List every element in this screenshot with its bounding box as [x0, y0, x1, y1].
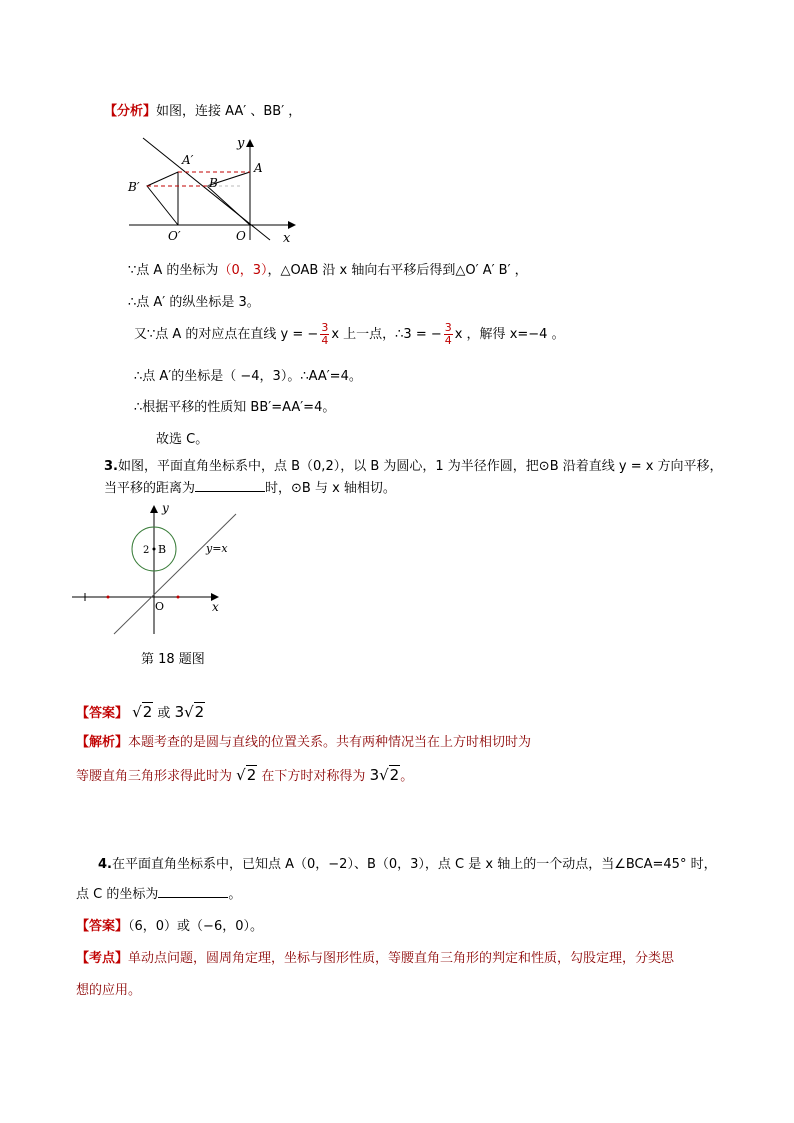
figure-caption: 第 18 题图 [141, 652, 205, 667]
label-y: y [237, 136, 245, 151]
fraction-3-4-b: $\frac{3}{4}$ [444, 321, 452, 347]
q4-number: 4. [98, 857, 112, 872]
q3-line-2: 当平移的距离为 时，⊙B 与 x 轴相切。 [104, 481, 396, 496]
label-O-prime: O′ [168, 229, 181, 243]
analysis-line-4: ∴点 A′的坐标是（ −4，3）。∴AA′=4。 [134, 369, 362, 384]
analysis-tag: 【分析】 [104, 104, 157, 119]
center-B-dot [153, 548, 156, 551]
q3-number: 3. [104, 459, 118, 474]
q4-keypoint-line-2: 想的应用。 [76, 983, 142, 998]
q3-answer-blank [195, 479, 265, 492]
label-A-prime: A′ [182, 153, 194, 167]
answer-sqrt2: √2 [132, 703, 153, 721]
q3-answer: 【答案】 √2 或 3√2 [76, 703, 205, 721]
tick-neg1 [107, 596, 110, 599]
analysis-line-5: ∴根据平移的性质知 BB′=AA′=4。 [134, 400, 336, 415]
q3-explanation-line-1: 【解析】本题考查的是圆与直线的位置关系。共有两种情况当在上方时相切时为 [76, 735, 532, 750]
label-O-2: O [155, 600, 165, 613]
label-A: A [254, 161, 263, 175]
q4-line-1: 4.在平面直角坐标系中，已知点 A（0，−2）、B（0，3），点 C 是 x 轴上的一个动点，当∠BCA=45° 时， [98, 857, 717, 872]
q4-line-2: 点 C 的坐标为 。 [76, 887, 242, 902]
label-y-eq-x: y=x [206, 542, 228, 555]
translation-figure [125, 128, 300, 248]
label-B-2: B [158, 543, 167, 556]
label-y-2: y [162, 501, 169, 515]
label-2: 2 [143, 545, 150, 556]
label-x: x [283, 231, 291, 246]
q4-answer: 【答案】（6，0）或（−6，0）。 [76, 919, 263, 934]
q4-keypoint-line-1: 【考点】单动点问题，圆周角定理，坐标与图形性质，等腰直角三角形的判定和性质，勾股定理，分类思 [76, 951, 675, 966]
label-B-prime: B′ [128, 180, 140, 194]
q3-explanation-line-2: 等腰直角三角形求得此时为 √2 在下方时对称得为 3√2。 [76, 766, 414, 784]
analysis-line-1: ∵点 A 的坐标为（0，3），△OAB 沿 x 轴向右平移后得到△O′ A′ B′ ， [128, 263, 528, 278]
q3-line-1: 3.如图，平面直角坐标系中，点 B（0,2），以 B 为圆心，1 为半径作圆，把⊙B 沿着直线 y = x 方向平移， [104, 459, 723, 474]
analysis-line-2: ∴点 A′ 的纵坐标是 3。 [128, 295, 260, 310]
exp-sqrt2: √2 [236, 766, 257, 784]
analysis-intro-line [104, 103, 301, 121]
exp-3sqrt2: 3√2 [369, 766, 400, 784]
circle-figure [70, 500, 240, 640]
label-x-2: x [212, 600, 219, 614]
line-y-eq-x [114, 514, 236, 634]
answer-3sqrt2: 3√2 [174, 703, 205, 721]
analysis-choice: 故选 C。 [156, 432, 209, 447]
q4-answer-blank [158, 885, 228, 898]
analysis-intro: 如图，连接 AA′ 、BB′ ， [156, 104, 302, 119]
label-O: O [236, 229, 246, 243]
fraction-3-4: $\frac{3}{4}$ [321, 321, 329, 347]
triangle-OAB-prime [147, 172, 178, 225]
label-B: B [209, 176, 218, 190]
analysis-line-3: 又∵点 A 的对应点在直线 y = − $\frac{3}{4}$ x 上一点，∴3 = − $\frac{3}{4}$ x ，解得 x=−4 。 [134, 321, 565, 347]
tick-pos1 [177, 596, 180, 599]
